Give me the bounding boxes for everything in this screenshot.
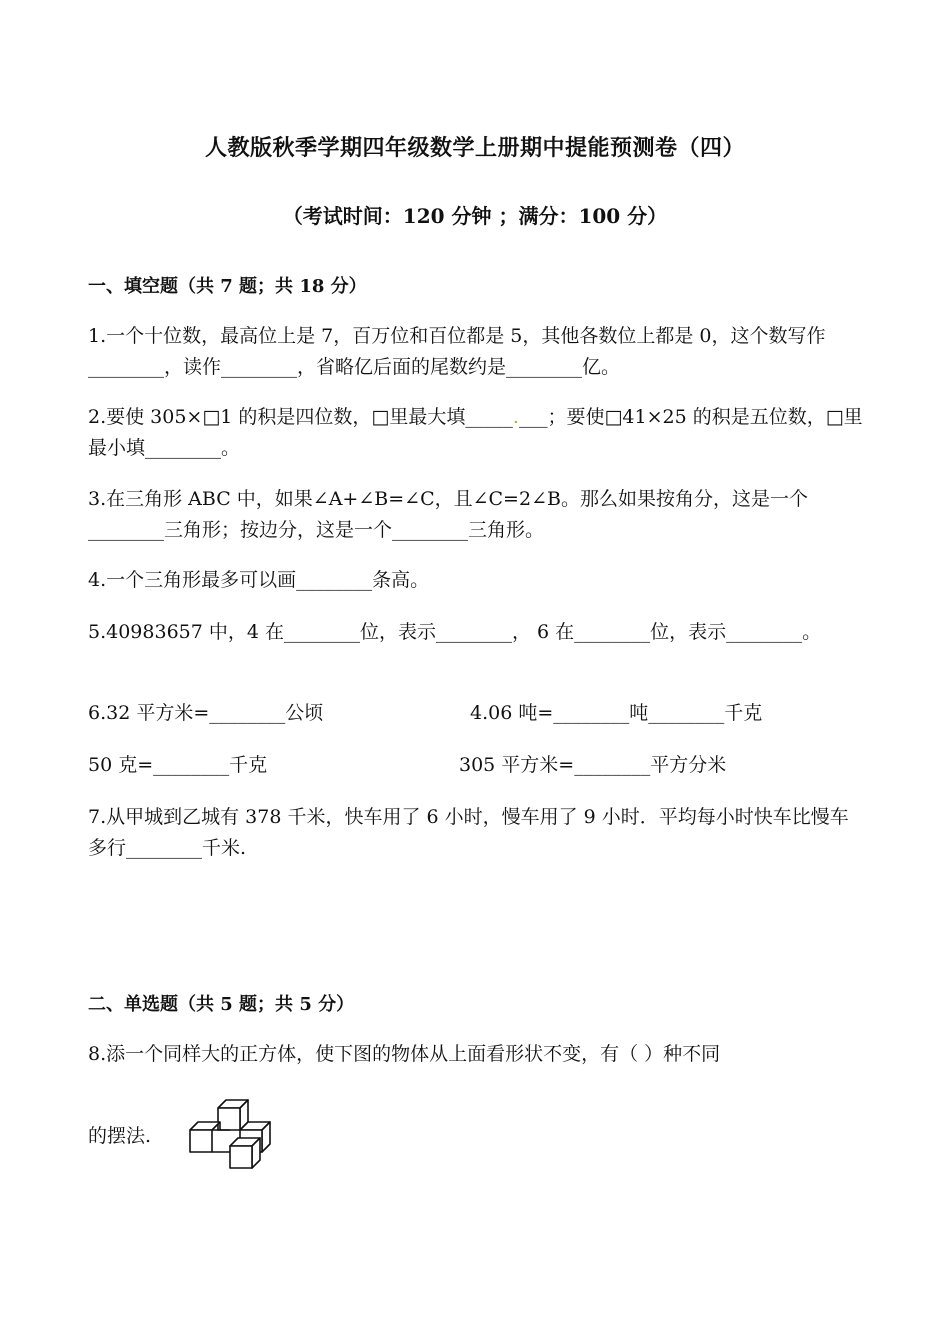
page-title: 人教版秋季学期四年级数学上册期中提能预测卷（四） [204, 135, 745, 161]
cube-front-face [218, 1108, 240, 1130]
question-6-grams: 50 克=________千克 [88, 754, 268, 776]
question-5: 5.40983657 中，4 在________位，表示________， 6 在________位，表示________。 [88, 621, 822, 643]
stray-dot: . [512, 406, 519, 428]
question-8: 8.添一个同样大的正方体，使下图的物体从上面看形状不变，有（ ）种不同 [88, 1043, 721, 1065]
question-3: 3.在三角形 ABC 中，如果∠A+∠B=∠C，且∠C=2∠B。那么如果按角分，这是一个________三角形；按边分，这是一个________三角形。 [88, 488, 808, 541]
question-6-area: 6.32 平方米=________公顷 [88, 702, 324, 724]
question-2-part-b: ___；要使□41×25 的积是五位数，□里最小填________。 [88, 406, 863, 459]
cube-front-face [230, 1146, 252, 1168]
question-6-sqdm: 305 平方米=________平方分米 [459, 754, 727, 776]
question-6-weight: 4.06 吨=________吨________千克 [470, 702, 763, 724]
section-heading-single-choice: 二、单选题（共 5 题；共 5 分） [88, 994, 355, 1015]
question-7: 7.从甲城到乙城有 378 千米，快车用了 6 小时，慢车用了 9 小时．平均每小时快车比慢车多行________千米. [88, 806, 849, 859]
exam-info: （考试时间：120 分钟 ；满分：100 分） [282, 204, 668, 228]
question-4: 4.一个三角形最多可以画________条高。 [88, 569, 430, 591]
question-8-continued: 的摆法. [88, 1125, 152, 1147]
stacked-cubes-figure [188, 1090, 288, 1170]
question-2-part-a: 2.要使 305×□1 的积是四位数，□里最大填_____ [88, 406, 513, 428]
section-heading-fill-in: 一、填空题（共 7 题；共 18 分） [88, 276, 367, 297]
question-1: 1.一个十位数，最高位上是 7，百万位和百位都是 5，其他各数位上都是 0，这个数写作________，读作________，省略亿后面的尾数约是________亿。 [88, 325, 826, 378]
cube-front-face [190, 1130, 212, 1152]
cube-top-face [190, 1122, 220, 1130]
question-2 [88, 402, 864, 464]
